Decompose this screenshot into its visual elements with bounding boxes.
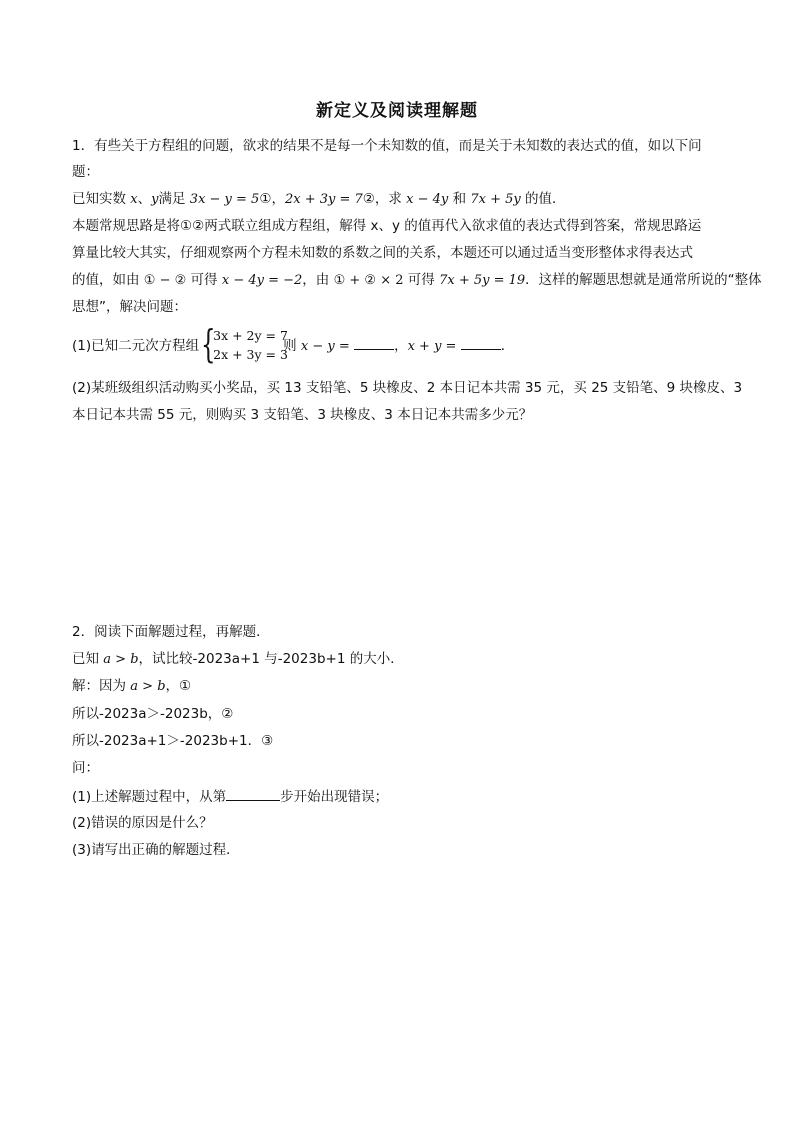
result-2: 7x + 5y = 19: [439, 273, 526, 288]
expression-1: x − 4y: [406, 192, 449, 207]
condition-a-gt-b: a > b: [130, 679, 166, 694]
text-segment: 可得: [403, 272, 440, 288]
text-segment: 、: [137, 191, 152, 207]
var-x: x: [130, 192, 138, 207]
condition-a-gt-b: a > b: [103, 652, 139, 667]
text-segment: 的值．: [520, 191, 566, 207]
text-segment: 已知实数: [72, 191, 131, 207]
q1-line-5: 算量比较大其实，仔细观察两个方程未知数的系数之间的关系，本题还可以通过适当变形整体求得表达式: [72, 245, 693, 261]
text-segment: 的值，如由: [72, 272, 144, 288]
text-segment: ，: [394, 338, 408, 354]
q1-part-2-line-1: (2)某班级组织活动购买小奖品，买 13 支铅笔、5 块橡皮、2 本日记本共需 35 元，买 25 支铅笔、9 块橡皮、3: [72, 380, 743, 396]
operation-1: ① − ②: [143, 273, 187, 288]
text-segment: (1)已知二元次方程组: [72, 338, 200, 354]
text-segment: ．: [500, 338, 515, 354]
operation-2: ① + ② × 2: [333, 273, 404, 288]
q2-sub-2: (2)错误的原因是什么？: [72, 815, 213, 831]
circled-2: ②: [362, 191, 375, 207]
q1-line-1: 1．有些关于方程组的问题，欲求的结果不是每一个未知数的值，而是关于未知数的表达式的值，如以下问: [72, 138, 702, 154]
circled-1: ①: [259, 191, 272, 207]
text-segment: ．这样的解题思想就是通常所说的“整体: [525, 272, 762, 288]
text-segment: 可得: [186, 272, 222, 288]
q2-line-2: [72, 649, 404, 670]
q2-line-3: [72, 676, 191, 697]
q2-line-6: 问：: [72, 760, 99, 776]
var-y: y: [151, 192, 159, 207]
text-segment: 满足: [158, 191, 190, 207]
text-segment: (1)上述解题过程中，从第: [72, 789, 227, 805]
q1-line-2: 题：: [72, 164, 99, 180]
q1-line-7: 思想”，解决问题：: [72, 299, 187, 315]
q1-line-4: 本题常规思路是将①②两式联立组成方程组，解得 x、y 的值再代入欲求值的表达式得到答案，常规思路运: [72, 218, 702, 234]
expression-x-plus-y: x + y =: [407, 339, 457, 354]
system-equation-2: 2x + 3y = 3: [213, 347, 288, 362]
text-segment: ，求: [374, 191, 407, 207]
page-title: 新定义及阅读理解题: [316, 101, 478, 121]
text-segment: ，试比较-2023a+1 与-2023b+1 的大小．: [138, 651, 404, 667]
answer-blank-step[interactable]: [226, 786, 280, 801]
text-segment: ，①: [165, 678, 192, 694]
q1-line-3: [72, 189, 566, 210]
brace-icon: {: [201, 322, 216, 366]
text-segment: ，: [271, 191, 285, 207]
text-segment: 已知: [72, 651, 104, 667]
text-segment: 步开始出现错误；: [280, 789, 389, 805]
equation-system: [201, 322, 288, 366]
result-1: x − 4y = −2: [221, 273, 303, 288]
q2-line-1: 2．阅读下面解题过程，再解题．: [72, 624, 270, 640]
text-segment: 解：因为: [72, 678, 131, 694]
equation-1: 3x − y = 5: [189, 192, 260, 207]
q1-line-6: [72, 270, 762, 291]
expression-x-minus-y: x − y =: [300, 339, 350, 354]
text-segment: ，由: [302, 272, 334, 288]
text-segment: 则: [283, 338, 301, 354]
equation-2: 2x + 3y = 7: [284, 192, 363, 207]
answer-blank-2[interactable]: [461, 335, 501, 350]
q1-part-1: [72, 322, 515, 366]
expression-2: 7x + 5y: [470, 192, 521, 207]
system-equation-1: 3x + 2y = 7: [213, 328, 288, 343]
q2-line-5: 所以-2023a+1＞-2023b+1．③: [72, 733, 274, 749]
q1-part-2-line-2: 本日记本共需 55 元，则购买 3 支铅笔、3 块橡皮、3 本日记本共需多少元？: [72, 407, 533, 423]
text-segment: 和: [448, 191, 471, 207]
q2-line-4: 所以-2023a＞-2023b，②: [72, 706, 234, 722]
answer-blank-1[interactable]: [354, 335, 394, 350]
q2-sub-3: (3)请写出正确的解题过程．: [72, 842, 240, 858]
q2-sub-1: [72, 786, 388, 807]
